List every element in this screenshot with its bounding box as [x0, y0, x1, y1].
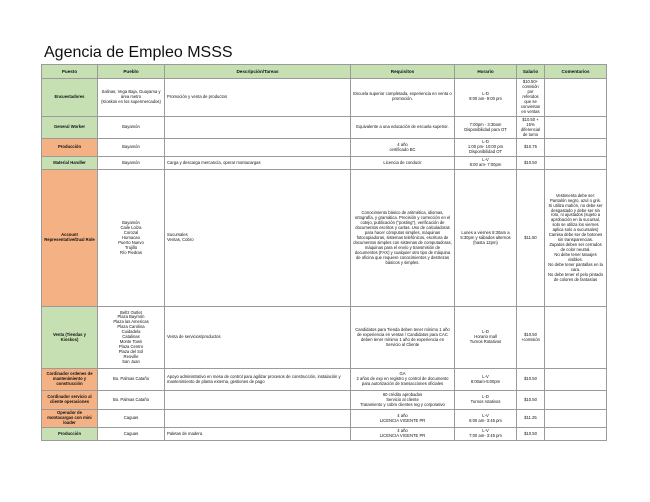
- header-descripcion: Descripción/Tareas: [165, 65, 351, 79]
- table-row: [42, 391, 607, 410]
- header-horario: Horario: [455, 65, 517, 79]
- cell-puesto: Venta (Tiendas y Kioskos): [42, 307, 98, 369]
- cell-comentarios: [545, 157, 607, 170]
- cell-descripcion: Paletas de madera: [165, 428, 351, 441]
- header-comentarios: Comentarios: [545, 65, 607, 79]
- cell-pueblo: Bayamón: [98, 139, 165, 157]
- cell-comentarios: [545, 391, 607, 410]
- cell-requisitos: 4 año LICENCIA VIGENTE PR: [351, 428, 455, 441]
- cell-horario: 7:00pm - 3:30am Disponibilidad para OT: [455, 116, 517, 139]
- table-row: [42, 157, 607, 170]
- cell-salario: $11.50: [517, 170, 545, 307]
- header-salario: Salario: [517, 65, 545, 79]
- cell-comentarios: [545, 369, 607, 391]
- cell-descripcion: Promoción y venta de productos: [165, 79, 351, 117]
- cell-pueblo: Bayamón Caile Loíza Corozal Humacao Puerto Nuevo Trujillo Río Piedras: [98, 170, 165, 307]
- cell-pueblo: Bayamón: [98, 157, 165, 170]
- cell-salario: $10.50 +comisión: [517, 307, 545, 369]
- table-row: [42, 428, 607, 441]
- cell-requisitos: Escuela superior completada, experiencia en venta o promoción.: [351, 79, 455, 117]
- cell-horario: L-V 6:00 am- 3:45 pm: [455, 410, 517, 428]
- cell-requisitos: GA 2 años de exp en registro y control de documento para autorización de transacciones oficiales: [351, 369, 455, 391]
- cell-horario: L-V 7:00 am- 3:45 pm: [455, 428, 517, 441]
- cell-requisitos: Candidatos para Tienda deben tener mínimo 1 año de experiencia en ventas / Candidatos para CAC deben tener mínimo 1 año de experiencia en Servicio al Cliente: [351, 307, 455, 369]
- header-requisitos: Requisitos: [351, 65, 455, 79]
- table-row: [42, 79, 607, 117]
- cell-comentarios: [545, 428, 607, 441]
- cell-horario: Lunes a viernes 8:30am a 5:30pm y sábados alternos (hasta 12pm): [455, 170, 517, 307]
- cell-horario: L-V 8:00 am- 7:00pm: [455, 157, 517, 170]
- cell-requisitos: Equivalente a una educación de escuela superior.: [351, 116, 455, 139]
- cell-descripcion: [165, 139, 351, 157]
- cell-descripcion: [165, 410, 351, 428]
- table-row: [42, 139, 607, 157]
- header-puesto: Puesto: [42, 65, 98, 79]
- cell-descripcion: [165, 116, 351, 139]
- page-title: Agencia de Empleo MSSS: [44, 44, 233, 61]
- cell-comentarios: [545, 79, 607, 117]
- cell-descripcion: Apoyo administrativo en mesa de control para agilizar procesos de construcción, instalación y mantenimiento de planta externa, gestiones de pago: [165, 369, 351, 391]
- cell-descripcion: [165, 391, 351, 410]
- cell-requisitos: Licencia de conducir: [351, 157, 455, 170]
- cell-puesto: Producción: [42, 139, 98, 157]
- table-row: [42, 307, 607, 369]
- cell-descripcion: Carga y descarga mercancía, operar montacargas: [165, 157, 351, 170]
- cell-comentarios: Vestimenta debe ser: Pantalón negro, azul o gris. Si utiliza mahón, no debe ser desgastado y debe ser sin roto, ni ajustados (sujeto a aprobación en la sucursal, solo se utiliza los viernes aplica solo a sucursales) Camisa debe ser de botones sin transparencias. Zapatos deben ser cerrados de color neutral. No debe tener tatuajes visibles. No debe tener pantallas en la cara. No debe tener el pelo pintado de colores de fantasías: [545, 170, 607, 307]
- cell-puesto: Operador de montacargas con mini loader: [42, 410, 98, 428]
- cell-pueblo: Salinas, Vega Baja, Guayama y área metro (Kioskos en los supermercados): [98, 79, 165, 117]
- cell-descripcion: Sucursales Ventas, Cobro: [165, 170, 351, 307]
- cell-salario: $10.50: [517, 369, 545, 391]
- cell-puesto: Cordinador ordenes de mantenimiento y construcción: [42, 369, 98, 391]
- cell-salario: $10.50+ comisión por referidos que se conviertan en ventas: [517, 79, 545, 117]
- cell-salario: $10.50: [517, 428, 545, 441]
- cell-requisitos: 60 crédito aprobados Servicio al cliente Tratamiento y cobro clientes reg y corporativo: [351, 391, 455, 410]
- cell-requisitos: Conocimiento básico de aritmética, idiomas, ortografía, y gramática. Precisión y corrección en el cotejo, publicación ("posting"), verificación de documentos escritos y cartas. Uso de calculadoras para hacer cómputos simples, máquinas fotocopiadoras, sistemas telefónicos, escritura de documentos simples con sistemas de computadoras, máquinas para el envío y transmisión de documentos (FAX) y cualquier otro tipo de máquina de oficina que requiere conocimientos y destrezas básicos y simples.: [351, 170, 455, 307]
- cell-horario: L-V 8:00am-5:00pm: [455, 369, 517, 391]
- cell-pueblo: Caguas: [98, 428, 165, 441]
- cell-puesto: Material Handler: [42, 157, 98, 170]
- cell-salario: $10.50: [517, 391, 545, 410]
- cell-requisitos: 4 año certificado BC: [351, 139, 455, 157]
- cell-puesto: Account Representative/Dual Role: [42, 170, 98, 307]
- table-row: [42, 369, 607, 391]
- header-row: [42, 65, 607, 79]
- cell-horario: L-D Turnos rotativos: [455, 391, 517, 410]
- cell-pueblo: Bo. Palmas Cataño: [98, 369, 165, 391]
- cell-puesto: Encuestadores: [42, 79, 98, 117]
- cell-requisitos: 4 año LICENCIA VIGENTE PR: [351, 410, 455, 428]
- cell-horario: L-D 9:00 am- 9:00 pm: [455, 79, 517, 117]
- cell-horario: L-D Horario mall Turnos Rotativos: [455, 307, 517, 369]
- cell-pueblo: Beltz Outlet Plaza Baymón Plaza las Americas Plaza Carolina Cuidadela Catalinas Monte Town Plaza Centro Plaza del Sol Reoville San Juan: [98, 307, 165, 369]
- cell-salario: $11.25: [517, 410, 545, 428]
- cell-descripcion: Venta de servicios/productos: [165, 307, 351, 369]
- cell-comentarios: [545, 307, 607, 369]
- cell-salario: $10.75: [517, 139, 545, 157]
- table-row: [42, 410, 607, 428]
- cell-pueblo: Caguas: [98, 410, 165, 428]
- cell-pueblo: Bo. Palmas Cataño: [98, 391, 165, 410]
- cell-comentarios: [545, 116, 607, 139]
- cell-puesto: General Worker: [42, 116, 98, 139]
- cell-salario: $10.50 + 15% diferencial de turno: [517, 116, 545, 139]
- cell-salario: $10.50: [517, 157, 545, 170]
- table-row: [42, 170, 607, 307]
- cell-horario: L-D 1:00 pm- 10:00 pm Disponibilidad OT: [455, 139, 517, 157]
- cell-pueblo: Bayamón: [98, 116, 165, 139]
- cell-comentarios: [545, 410, 607, 428]
- job-listings-table: [41, 64, 607, 441]
- cell-puesto: Producción: [42, 428, 98, 441]
- table-row: [42, 116, 607, 139]
- header-pueblo: Pueblo: [98, 65, 165, 79]
- cell-puesto: Cordinador servicio al cliente operaciones: [42, 391, 98, 410]
- cell-comentarios: [545, 139, 607, 157]
